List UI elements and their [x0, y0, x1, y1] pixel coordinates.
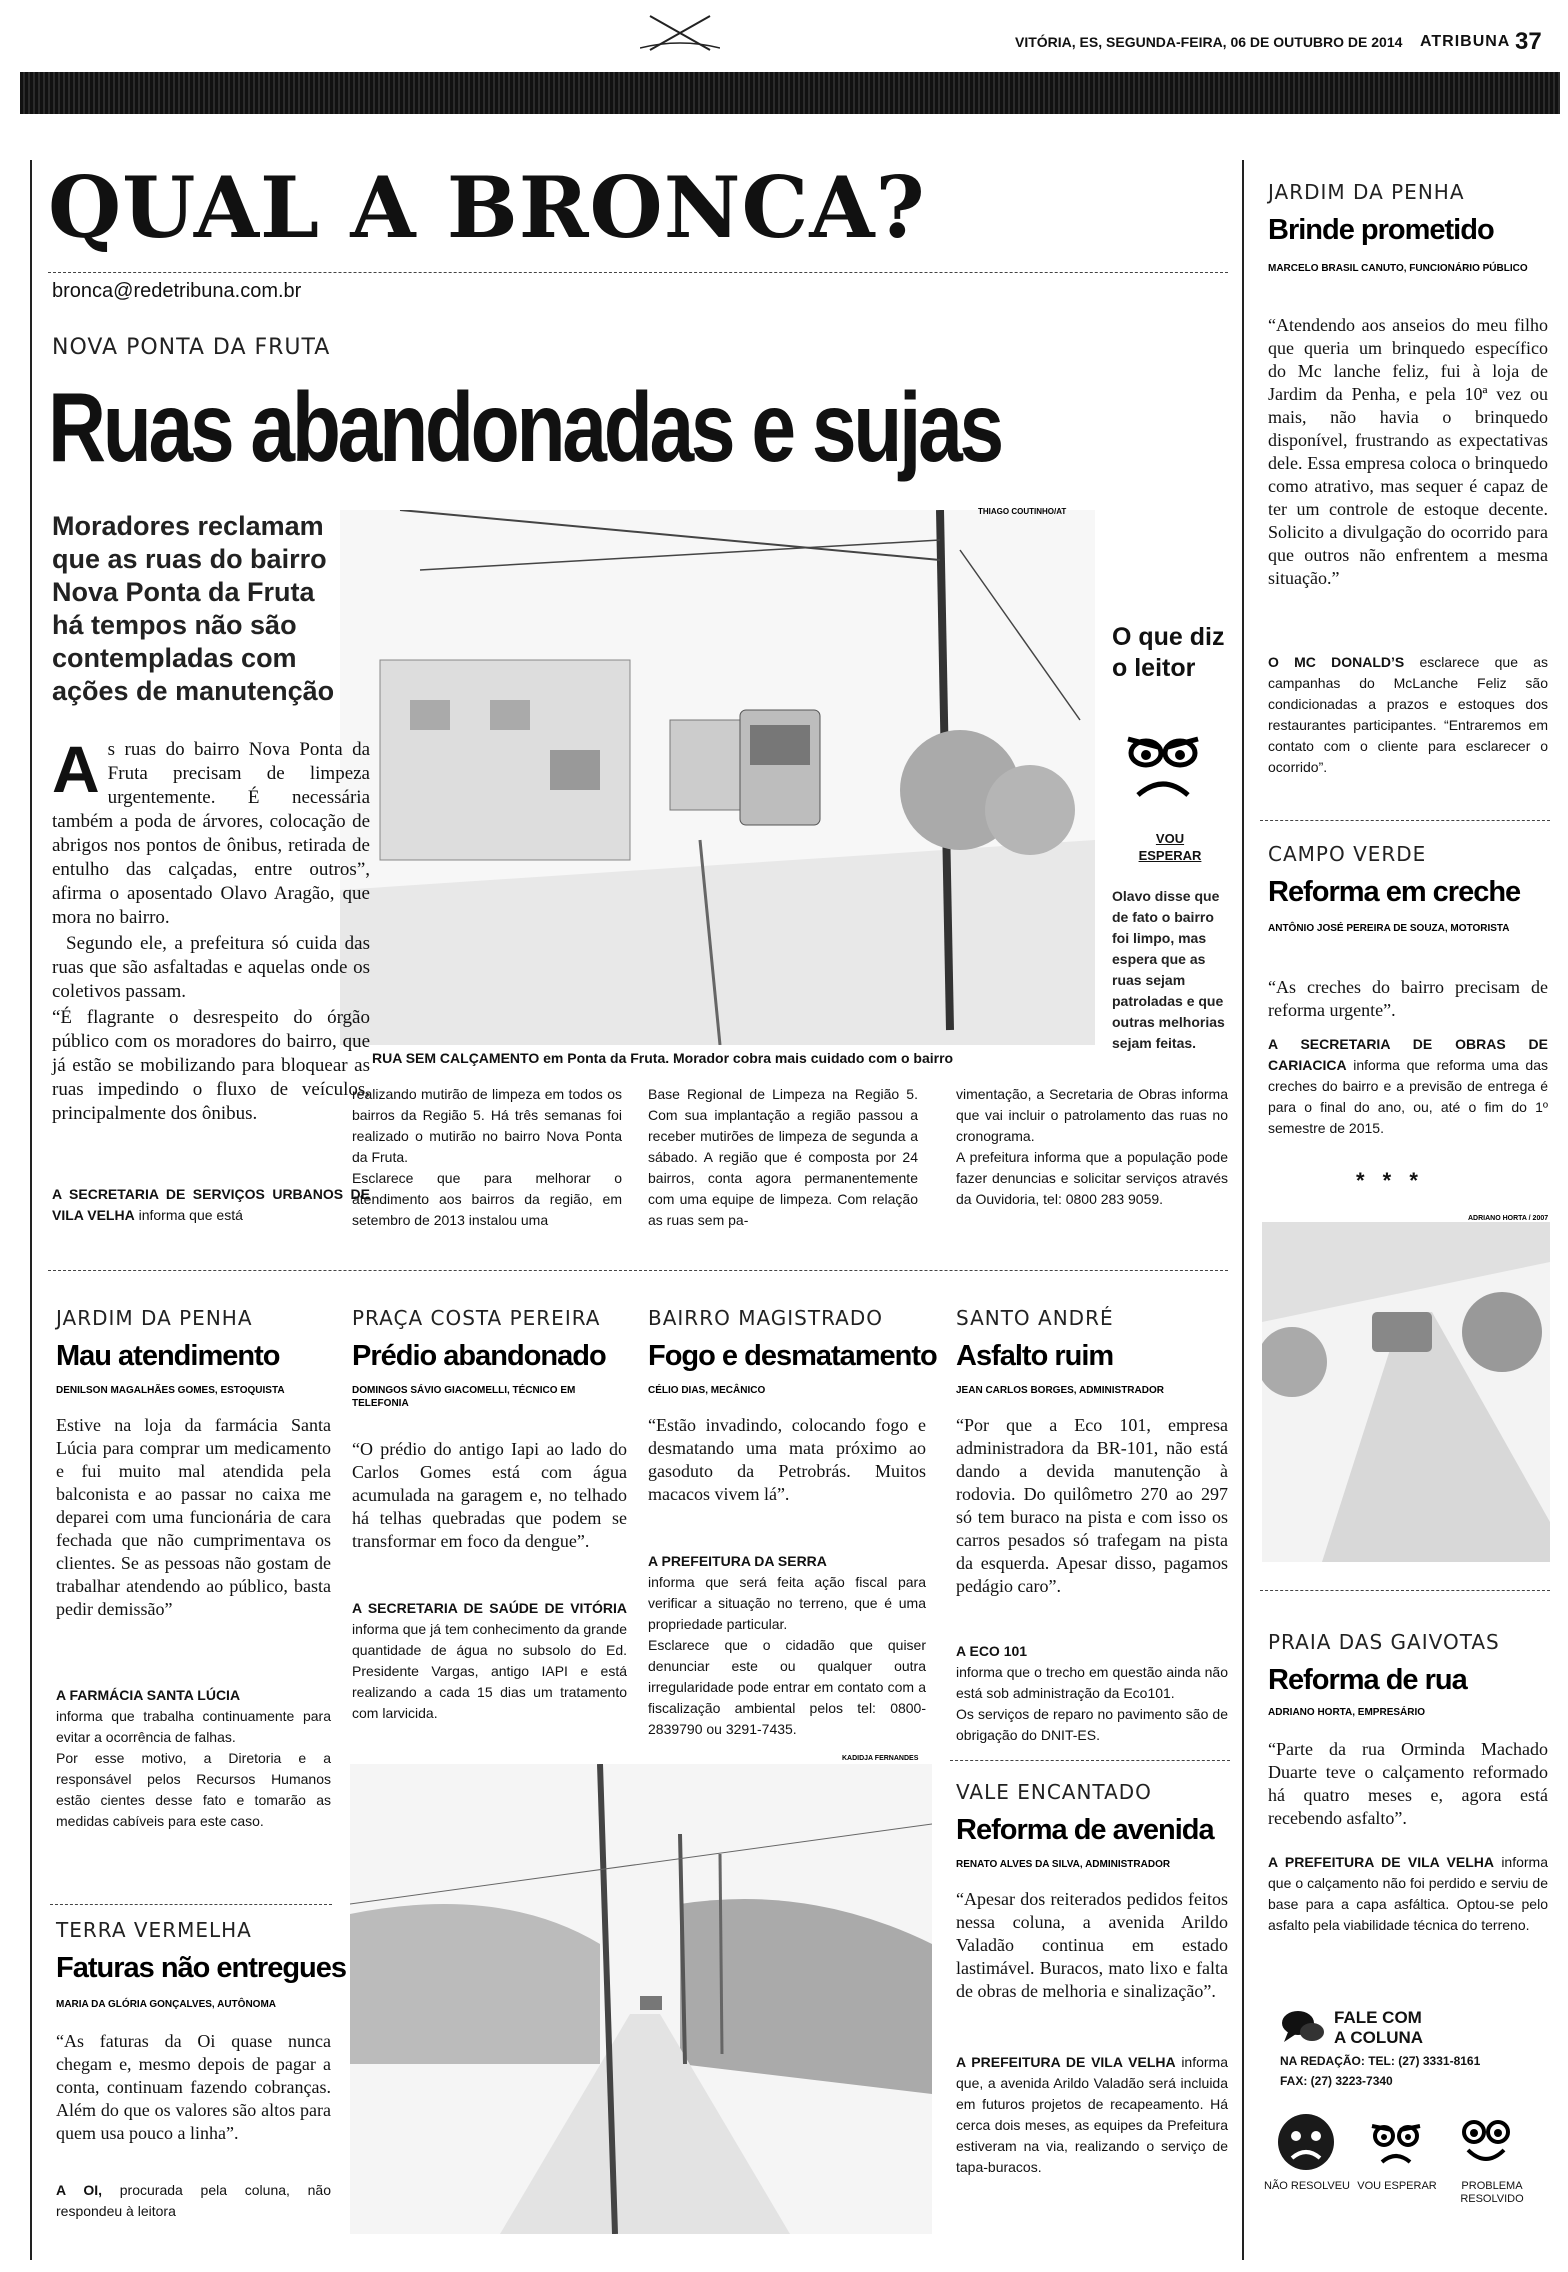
col-d-body: “Por que a Eco 101, empresa administradora da BR-101, não está dando a devida manutenção à rodovia. Do quilômetro 270 ao 297 só tem buraco na pista e com isso os carros pesados só trafegam na pista da esquerda. Apesar disso, pagamos pedágio caro”.: [956, 1415, 1228, 1596]
not-resolved-icon: [1276, 2112, 1336, 2172]
contact-icon: [1280, 2008, 1326, 2048]
col-b-resp-text: informa que já tem conhecimento da grande quantidade de água no subsolo do Ed. Presidente Vargas, antigo IAPI e está realizando a cada 15 dias um tratamento com larvicida.: [352, 1621, 627, 1721]
col-a-kicker: JARDIM DA PENHA: [56, 1306, 253, 1330]
right3-body: “Parte da rua Orminda Machado Duarte teve o calçamento reformado há quatro meses e, agora está recebendo asfalto”.: [1268, 1739, 1548, 1828]
right1-byline: MARCELO BRASIL CANUTO, FUNCIONÁRIO PÚBLICO: [1268, 263, 1528, 274]
col-a2-resp-lead: A OI,: [56, 2182, 103, 2198]
resolved-icon: [1456, 2112, 1516, 2172]
right2-kicker: CAMPO VERDE: [1268, 842, 1427, 866]
right1-body: “Atendendo aos anseios do meu filho que queria um brinquedo específico do Mc lanche feliz, fui à loja de Jardim da Penha, e pela 10ª vez ou mais, não havia o brinquedo disponível, frustrando as expectativas dele. Essa empresa coloca o brinquedo como atrativo, mas sequer é capaz de ter um controle de estoque decente. Solicito a divulgação do ocorrido para que outros não enfrentem a mesma situação.”: [1268, 315, 1548, 588]
main-deck: Moradores reclamam que as ruas do bairro Nova Ponta da Fruta há tempos não são contempladas com ações de manutenção: [52, 511, 335, 706]
col-b-photo: [350, 1764, 932, 2234]
right1-resp-lead: O MC DONALD’S: [1268, 654, 1405, 670]
col-a2-title: Faturas não entregues: [56, 1952, 347, 1984]
right2-title: Reforma em creche: [1268, 876, 1521, 908]
col-d-response: [956, 1620, 1228, 1746]
main-photo: [340, 510, 1095, 1045]
col-b-kicker: PRAÇA COSTA PEREIRA: [352, 1306, 601, 1330]
masthead-logo: [640, 8, 720, 58]
dropcap: A: [52, 732, 100, 806]
col-d2-resp-lead: A PREFEITURA DE VILA VELHA: [956, 2054, 1176, 2070]
page-number: 37: [1515, 28, 1542, 55]
col-b-response: [352, 1598, 627, 1724]
col-b-body: “O prédio do antigo Iapi ao lado do Carlos Gomes está com água acumulada na garagem e, no telhado há telhas quebradas que podem se transformar em foco da dengue”.: [352, 1439, 627, 1551]
right3-byline: ADRIANO HORTA, EMPRESÁRIO: [1268, 1707, 1426, 1718]
col-c-title: Fogo e desmatamento: [648, 1340, 937, 1372]
col-a2-response: [56, 2180, 331, 2222]
col-a-response: [56, 1664, 331, 1832]
right1-response: [1268, 652, 1548, 778]
contact-title: FALE COM A COLUNA: [1334, 2008, 1424, 2047]
leitor-text: Olavo disse que de fato o bairro foi limpo, mas espera que as ruas sejam patroladas e que outras melhorias sejam feitas.: [1112, 888, 1225, 1051]
section-title: QUAL A BRONCA?: [48, 158, 926, 257]
right2-resp-lead: A SECRETARIA DE OBRAS DE CARIACICA: [1268, 1036, 1548, 1073]
right2-response: [1268, 1034, 1548, 1139]
main-headline: Ruas abandonadas e sujas: [48, 372, 1001, 482]
col-a-title: Mau atendimento: [56, 1340, 280, 1372]
col-c-byline: CÉLIO DIAS, MECÂNICO: [648, 1385, 766, 1396]
col-a-resp-text: informa que trabalha continuamente para evitar a ocorrência de falhas. Por esse motivo, a Diretoria e a responsável pelos Recursos Humanos estão cientes desse fato e tomarão as medidas cabíveis para este caso.: [56, 1708, 331, 1829]
col-d2-body: “Apesar dos reiterados pedidos feitos nessa coluna, a avenida Arildo Valadão continua em estado lastimável. Buracos, mato lixo e falta de obras de melhoria e sinalização”.: [956, 1889, 1228, 2001]
main-p2: Segundo ele, a prefeitura só cuida das ruas que são asfaltadas e aquelas onde os coletivos passam.: [52, 933, 370, 1002]
col-c-kicker: BAIRRO MAGISTRADO: [648, 1306, 883, 1330]
col-c-resp-text: informa que será feita ação fiscal para verificar a situação no terreno, que é uma propriedade particular. Esclarece que o cidadão que quiser denunciar este ou qualquer outra irregularidade pode entrar em contato com a fiscalização ambiental pelos tel: 0800-2839790 ou 3291-7435.: [648, 1574, 926, 1737]
right3-title: Reforma de rua: [1268, 1664, 1467, 1696]
main-response-c4: vimentação, a Secretaria de Obras informa que vai incluir o patrolamento das ruas no cronograma. A prefeitura informa que a população pode fazer denuncias e solicitar serviços através da Ouvidoria, tel: 0800 283 9059.: [956, 1086, 1228, 1207]
main-response-c3: Base Regional de Limpeza na Região 5. Com sua implantação a região passou a receber mutirões de limpeza de segunda a sábado. A região que é composta por 24 bairros, conta agora permanentemente com uma equipe de limpeza. Com relação as ruas sem pa-: [648, 1086, 918, 1228]
legend-resolved: PROBLEMA RESOLVIDO: [1460, 2180, 1524, 2205]
main-p3: “É flagrante o desrespeito do órgão público com os moradores do bairro, que já estão se mobilizando para bloquear as ruas impedindo o fluxo de veículos, principalmente dos ônibus.: [52, 1007, 370, 1124]
col-b-resp-lead: A SECRETARIA DE SAÚDE DE VITÓRIA: [352, 1600, 627, 1616]
col-d-kicker: SANTO ANDRÉ: [956, 1306, 1114, 1330]
col-a-byline: DENILSON MAGALHÃES GOMES, ESTOQUISTA: [56, 1385, 285, 1396]
right3-kicker: PRAIA DAS GAIVOTAS: [1268, 1630, 1500, 1654]
col-d-resp-lead: A ECO 101: [956, 1643, 1028, 1659]
col-a-divider: [50, 1904, 332, 1905]
contact-phone: NA REDAÇÃO: TEL: (27) 3331-8161: [1280, 2054, 1481, 2068]
col-a-body: Estive na loja da farmácia Santa Lúcia para comprar um medicamento e fui muito mal atendida pela balconista e ao passar no caixa me deparei com uma funcionária de cara fechada que não cumprimentava os clientes. Se as pessoas não gostam de trabalhar atendendo ao público, basta pedir demissão”: [56, 1415, 331, 1619]
main-photo-credit: THIAGO COUTINHO/AT: [978, 507, 1067, 516]
col-d2-response: [956, 2052, 1228, 2178]
right1-title: Brinde prometido: [1268, 214, 1494, 246]
dateline: VITÓRIA, ES, SEGUNDA-FEIRA, 06 DE OUTUBRO DE 2014: [1015, 34, 1403, 50]
header-band: [20, 72, 1560, 114]
col-a-resp-lead: A FARMÁCIA SANTA LÚCIA: [56, 1687, 241, 1703]
right2-byline: ANTÔNIO JOSÉ PEREIRA DE SOUZA, MOTORISTA: [1268, 923, 1510, 934]
right-divider-2: [1260, 1590, 1550, 1591]
col-a2-kicker: TERRA VERMELHA: [56, 1918, 252, 1942]
right3-resp-text: informa que o calçamento não foi perdido e serviu de base para a capa asfáltica. Optou-se pelo asfalto pela viabilidade técnica do terreno.: [1268, 1854, 1548, 1933]
col-a2-body: “As faturas da Oi quase nunca chegam e, mesmo depois de pagar a conta, continuam fazendo cobranças. Além do que os valores são altos para quem usa pouco a linha”.: [56, 2031, 331, 2143]
right2-stars: * * *: [1356, 1168, 1424, 1193]
main-resp-lead: A SECRETARIA DE SERVIÇOS URBANOS DE VILA VELHA: [52, 1186, 370, 1223]
col-d2-title: Reforma de avenida: [956, 1814, 1214, 1846]
right2-resp-text: informa que reforma uma das creches do bairro e a previsão de entrega é para o final do ano, ou, até o fim do 1º semestre de 2015.: [1268, 1057, 1548, 1136]
caption-text: RUA SEM CALÇAMENTO em Ponta da Fruta. Morador cobra mais cuidado com o bairro: [372, 1050, 954, 1066]
leitor-mood: VOU ESPERAR: [1138, 831, 1202, 863]
right2-body: “As creches do bairro precisam de reforma urgente”.: [1268, 977, 1548, 1020]
col-d2-byline: RENATO ALVES DA SILVA, ADMINISTRADOR: [956, 1859, 1171, 1870]
right2-photo-credit: ADRIANO HORTA / 2007: [1468, 1215, 1549, 1222]
main-body: [52, 732, 370, 1126]
title-divider: [48, 272, 1228, 273]
col-b-byline: DOMINGOS SÁVIO GIACOMELLI, TÉCNICO EM TELEFONIA: [352, 1385, 576, 1409]
right3-resp-lead: A PREFEITURA DE VILA VELHA: [1268, 1854, 1494, 1870]
col-d2-resp-text: informa que, a avenida Arildo Valadão será incluida em futuros projetos de recapeamento. Há cerca dois meses, as equipes da Prefeitura estiveram na via, realizando o serviço de tapa-buracos.: [956, 2054, 1228, 2175]
col-d2-kicker: VALE ENCANTADO: [956, 1780, 1152, 1804]
main-photo-caption: [372, 1050, 1072, 1066]
col-b-title: Prédio abandonado: [352, 1340, 606, 1372]
section-email[interactable]: bronca@redetribuna.com.br: [52, 280, 302, 302]
col-b-photo-credit: KADIDJA FERNANDES: [842, 1755, 919, 1762]
contact-fax: FAX: (27) 3223-7340: [1280, 2074, 1393, 2088]
col-d-title: Asfalto ruim: [956, 1340, 1114, 1372]
col-c-resp-lead: A PREFEITURA DA SERRA: [648, 1553, 827, 1569]
legend-not-resolved: NÃO RESOLVEU: [1264, 2180, 1350, 2192]
newspaper-name: ATRIBUNA: [1420, 33, 1511, 50]
col-a2-byline: MARIA DA GLÓRIA GONÇALVES, AUTÔNOMA: [56, 1999, 276, 2010]
col-a2-resp-text: procurada pela coluna, não respondeu à leitora: [56, 2182, 332, 2219]
main-p1: s ruas do bairro Nova Ponta da Fruta precisam de limpeza urgentemente. É necessária também a poda de árvores, colocação de abrigos nos pontos de ônibus, retirada de entulho das calçadas, entre outros”, afirma o aposentado Olavo Aragão, que mora no bairro.: [52, 739, 370, 928]
right-divider-1: [1260, 820, 1550, 821]
col-c-response: [648, 1530, 926, 1740]
main-kicker: NOVA PONTA DA FRUTA: [52, 335, 331, 360]
leitor-face-icon: [1118, 725, 1208, 805]
col-c-body: “Estão invadindo, colocando fogo e desmatando uma mata próximo ao gasoduto da Petrobrás. Muitos macacos vivem lá”.: [648, 1415, 926, 1504]
leitor-title: O que diz o leitor: [1112, 623, 1225, 682]
main-response-c2: realizando mutirão de limpeza em todos os bairros da Região 5. Há três semanas foi realizado o mutirão no bairro Nova Ponta da Fruta. Esclarece que para melhorar o atendimento aos bairros da região, em setembro de 2013 instalou uma: [352, 1086, 622, 1228]
right1-kicker: JARDIM DA PENHA: [1268, 180, 1465, 204]
page-left-rule: [30, 160, 32, 2260]
main-response-c1: [52, 1184, 370, 1226]
column-right-rule: [1242, 160, 1244, 2260]
main-resp-c1-text: informa que está: [138, 1207, 243, 1223]
col-d-divider: [950, 1760, 1230, 1761]
story-divider: [48, 1270, 1228, 1271]
right2-photo: [1262, 1222, 1550, 1562]
col-d-byline: JEAN CARLOS BORGES, ADMINISTRADOR: [956, 1385, 1164, 1396]
legend-will-wait: VOU ESPERAR: [1357, 2180, 1437, 2192]
col-d-resp-text: informa que o trecho em questão ainda não está sob administração da Eco101. Os serviços de reparo no pavimento são de obrigação do DNIT-ES.: [956, 1664, 1228, 1743]
right3-response: [1268, 1852, 1548, 1936]
right1-resp-text: esclarece que as campanhas do McLanche Feliz são condicionadas a prazos e estoques dos restaurantes participantes. “Entraremos em contato com o cliente para esclarecer o ocorrido”.: [1268, 654, 1548, 775]
will-wait-icon: [1366, 2118, 1426, 2168]
